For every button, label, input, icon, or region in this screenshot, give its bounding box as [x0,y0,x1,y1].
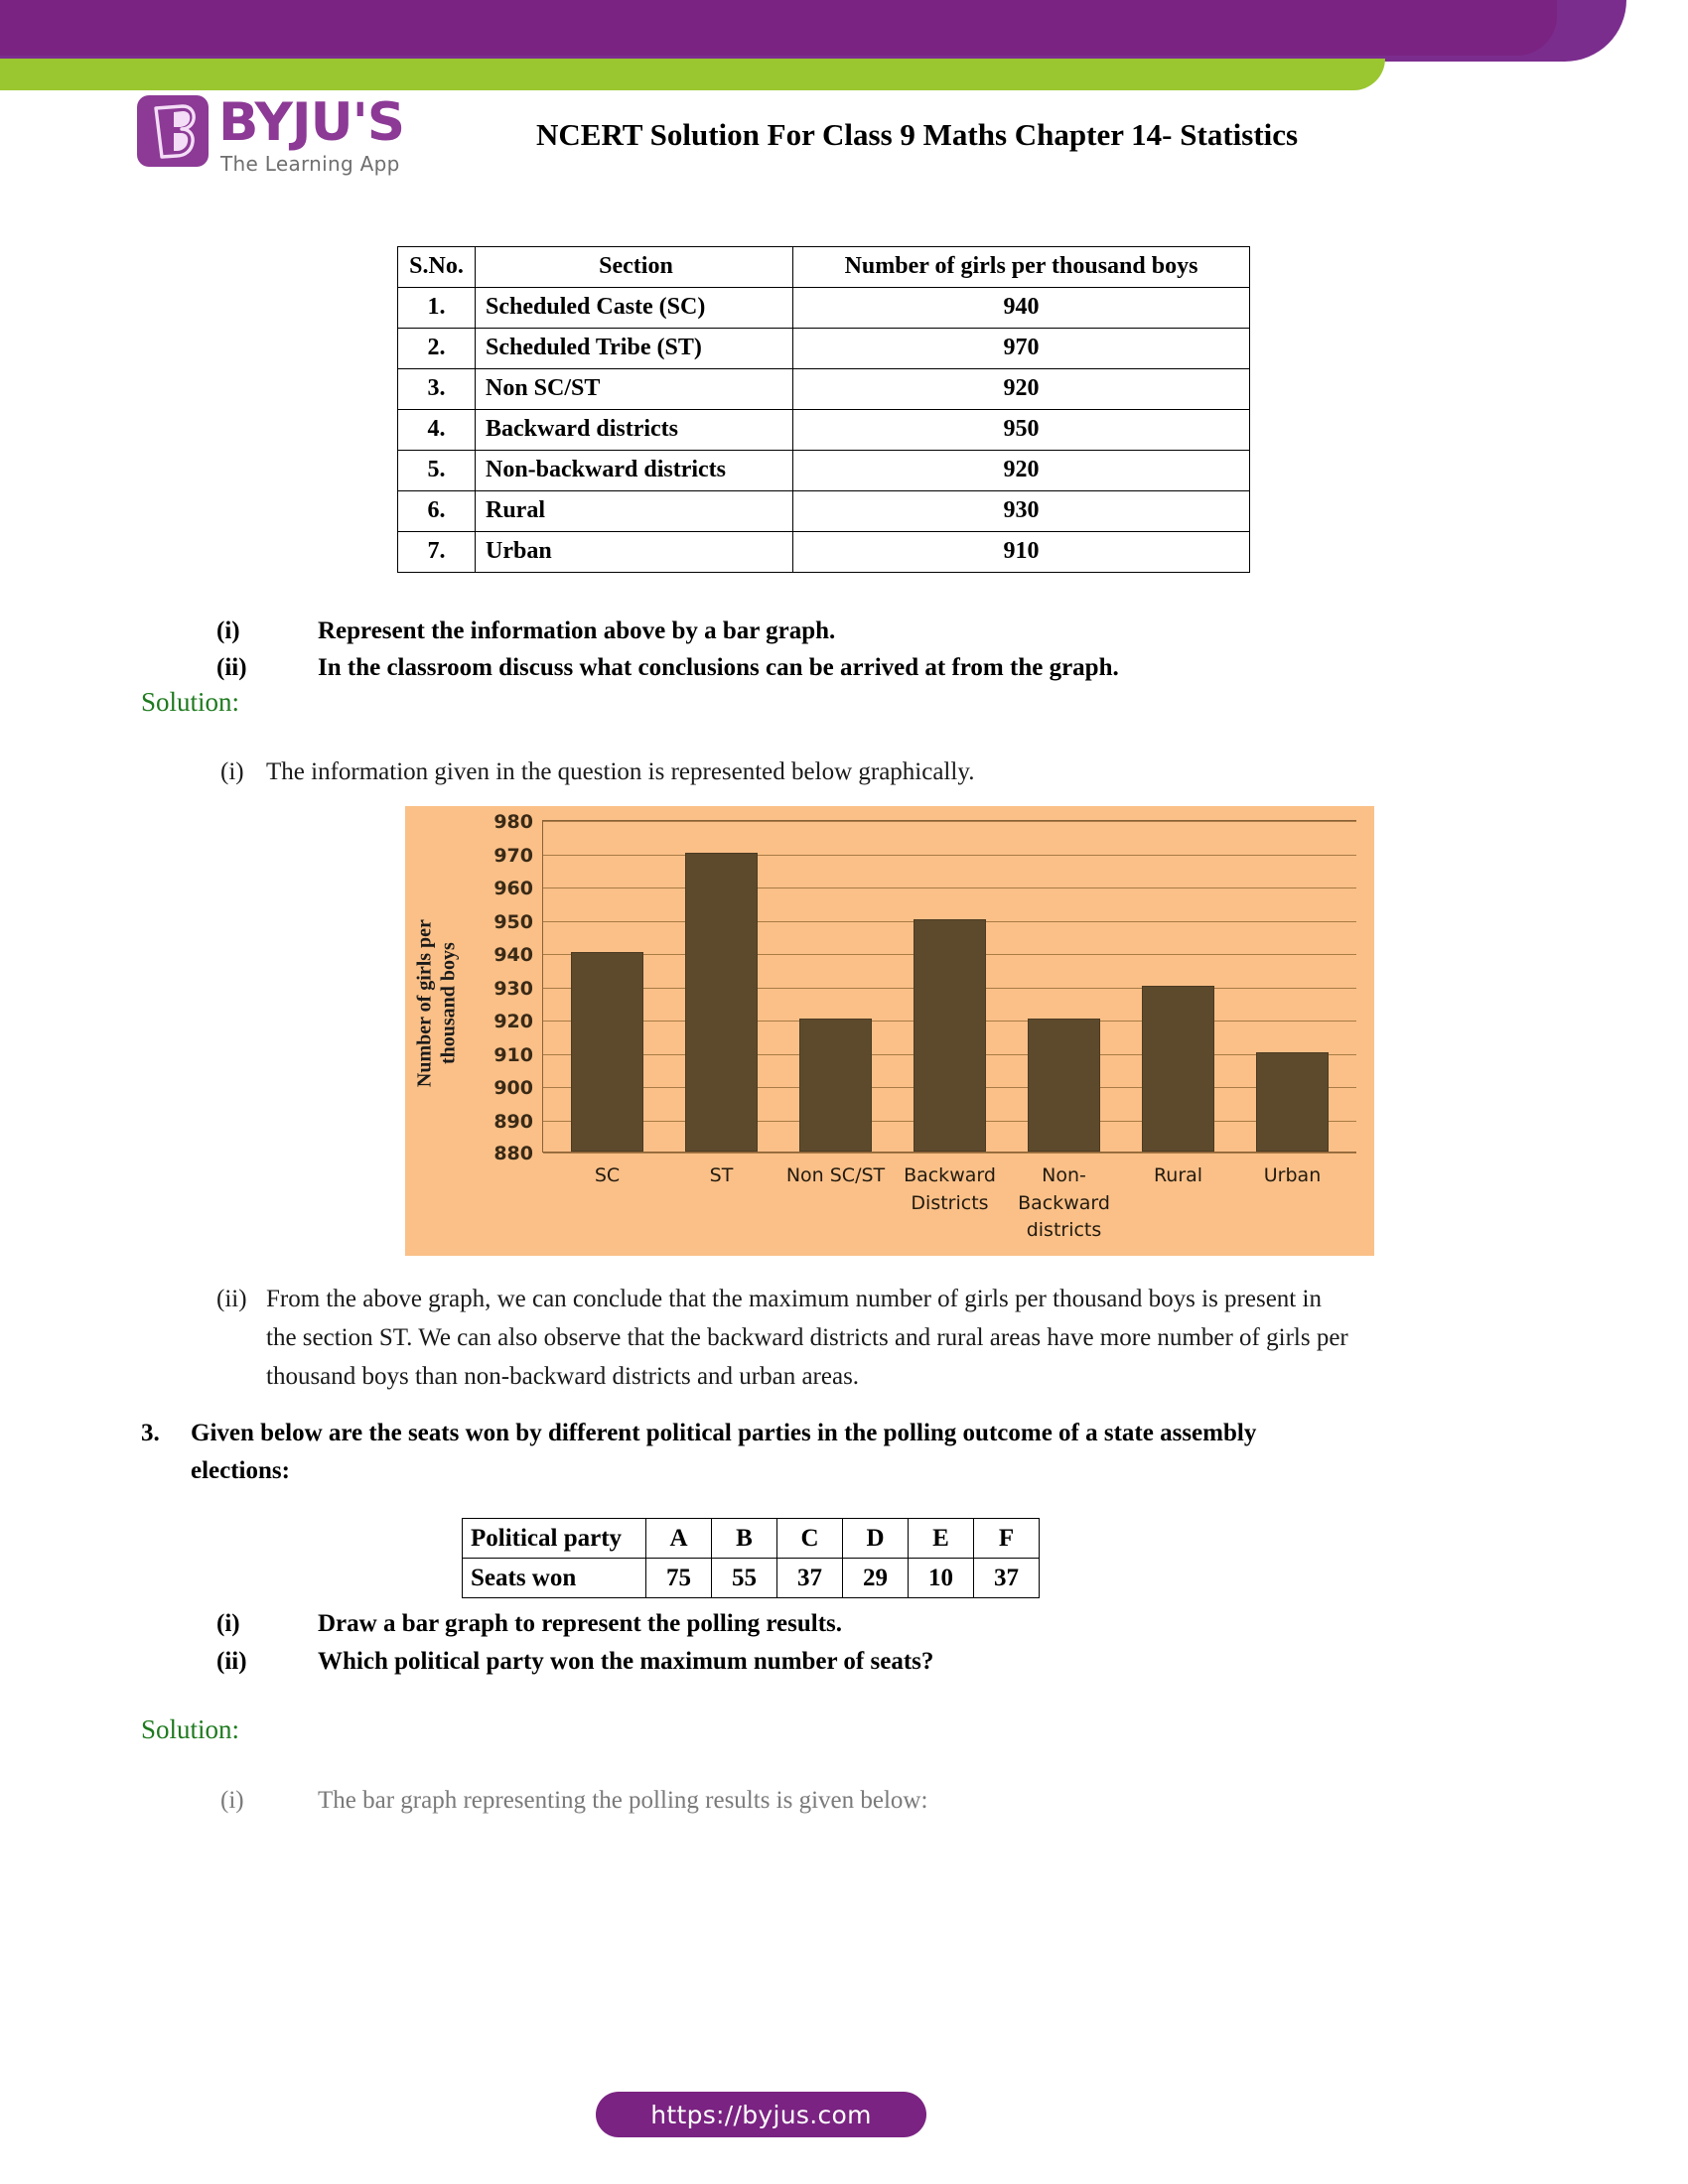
bar-chart-girls-per-thousand-boys [405,806,1374,1256]
y-tick-label: 900 [493,1077,533,1099]
x-tick-label-non-sc-st: Non SC/ST [785,1164,886,1186]
table-row [398,491,1250,532]
row-header-seats-won: Seats won [463,1559,646,1598]
table-row [398,329,1250,369]
cell-party-e: E [909,1519,974,1559]
bar-st [685,853,758,1153]
y-tick-label: 920 [493,1011,533,1032]
q3-answer-i-text: The bar graph representing the polling results is given below: [318,1787,928,1814]
cell-seats-e: 10 [909,1559,974,1598]
girls-per-thousand-boys-table [397,246,1250,573]
y-tick-label: 960 [493,878,533,899]
q3-answer-i-marker: (i) [220,1787,244,1814]
q2-answer-ii-line2: the section ST. We can also observe that the backward districts and rural areas have more number of girls per [266,1324,1348,1351]
q3-text-line2: elections: [191,1457,290,1484]
table-row [398,410,1250,451]
cell-party-d: D [843,1519,909,1559]
y-tick-label: 910 [493,1043,533,1066]
table-row [398,451,1250,491]
q3-part-i-marker: (i) [216,1610,240,1637]
footer-url-text: https://byjus.com [650,2100,872,2129]
q2-part-ii-marker: (ii) [216,654,247,681]
cell-party-c: C [777,1519,843,1559]
byjus-logo-mark-icon [137,95,209,167]
x-tick-label-urban: Urban [1263,1164,1322,1186]
page-title: NCERT Solution For Class 9 Maths Chapter 14- Statistics [536,117,1299,152]
cell-sno: 6. [398,491,476,532]
x-tick-label-st: ST [709,1164,734,1186]
cell-value: 920 [793,369,1250,410]
q2-solution-label: Solution: [141,687,240,717]
header-green-band [0,59,1385,90]
chart-plot-area [493,811,1356,1242]
cell-seats-d: 29 [843,1559,909,1598]
cell-section: Non-backward districts [476,451,793,491]
q2-answer-ii-marker: (ii) [216,1286,247,1312]
chart-y-axis-label [407,886,467,1134]
x-tick-label-rural: Rural [1153,1164,1203,1186]
byjus-tagline: The Learning App [220,152,400,176]
bar-non-sc-st [799,1019,872,1152]
q3-number: 3. [141,1420,160,1446]
cell-seats-c: 37 [777,1559,843,1598]
cell-value: 940 [793,288,1250,329]
byjus-b-glyph-icon [150,104,196,159]
column-header-section: Section [476,247,793,288]
political-parties-table [462,1518,1040,1598]
q2-part-ii-text: In the classroom discuss what conclusions can be arrived at from the graph. [318,654,1119,681]
q2-part-i-text: Represent the information above by a bar graph. [318,617,836,644]
table-row-seats-won [463,1559,1040,1598]
y-tick-label: 940 [493,944,533,966]
cell-party-a: A [646,1519,712,1559]
gridline [493,811,1356,833]
cell-seats-f: 37 [974,1559,1040,1598]
bar-sc [571,952,643,1152]
q3-part-i-text: Draw a bar graph to represent the polling results. [318,1610,843,1637]
chart-y-axis-label-text: Number of girls per thousand boys [413,919,459,1088]
cell-value: 950 [793,410,1250,451]
x-tick-label-non-backward-districts: Non-Backward districts [1018,1164,1110,1242]
bar-rural [1142,986,1214,1153]
cell-section: Non SC/ST [476,369,793,410]
x-tick-label-backward-districts: Backward Districts [904,1164,996,1214]
q3-text-line1: Given below are the seats won by different political parties in the polling outcome of a state assembly [191,1420,1257,1446]
cell-value: 970 [793,329,1250,369]
gridline [493,844,1356,867]
x-tick-label-sc: SC [594,1164,621,1186]
y-tick-label: 880 [493,1143,533,1164]
cell-section: Scheduled Caste (SC) [476,288,793,329]
cell-sno: 2. [398,329,476,369]
cell-section: Scheduled Tribe (ST) [476,329,793,369]
cell-sno: 5. [398,451,476,491]
table-row [398,532,1250,573]
q3-part-ii-text: Which political party won the maximum number of seats? [318,1648,934,1675]
cell-value: 930 [793,491,1250,532]
cell-sno: 1. [398,288,476,329]
cell-value: 910 [793,532,1250,573]
bar-non-backward-districts [1028,1019,1100,1152]
table-row [398,369,1250,410]
bar-backward-districts [914,919,986,1153]
q2-answer-ii-line3: thousand boys than non-backward districts and urban areas. [266,1363,860,1390]
cell-party-f: F [974,1519,1040,1559]
column-header-number: Number of girls per thousand boys [793,247,1250,288]
gridline [493,878,1356,899]
q3-solution-label: Solution: [141,1714,240,1744]
y-tick-label: 930 [493,977,533,1000]
table-row-political-party [463,1519,1040,1559]
y-tick-label: 890 [493,1110,533,1133]
y-tick-label: 980 [493,811,533,833]
q3-part-ii-marker: (ii) [216,1648,247,1675]
cell-section: Urban [476,532,793,573]
y-tick-label: 950 [493,910,533,933]
cell-sno: 7. [398,532,476,573]
cell-value: 920 [793,451,1250,491]
q2-part-i-marker: (i) [216,617,240,644]
gridline [493,1143,1356,1164]
y-tick-label: 970 [493,844,533,867]
table-header-row [398,247,1250,288]
header-purple-band-front [0,0,1557,56]
cell-section: Backward districts [476,410,793,451]
row-header-political-party: Political party [463,1519,646,1559]
bar-urban [1256,1052,1329,1153]
cell-sno: 3. [398,369,476,410]
cell-party-b: B [712,1519,777,1559]
q2-answer-ii-line1: From the above graph, we can conclude that the maximum number of girls per thousand boys is present in [266,1286,1322,1312]
cell-seats-b: 55 [712,1559,777,1598]
column-header-sno: S.No. [398,247,476,288]
cell-section: Rural [476,491,793,532]
header-decoration [0,0,1688,99]
q2-answer-i-text: The information given in the question is represented below graphically. [266,758,975,785]
cell-seats-a: 75 [646,1559,712,1598]
byjus-logo [137,92,435,185]
table-row [398,288,1250,329]
cell-sno: 4. [398,410,476,451]
footer-url-pill[interactable] [596,2092,926,2137]
byjus-wordmark: BYJU'S [218,92,405,153]
q2-answer-i-marker: (i) [220,758,244,785]
